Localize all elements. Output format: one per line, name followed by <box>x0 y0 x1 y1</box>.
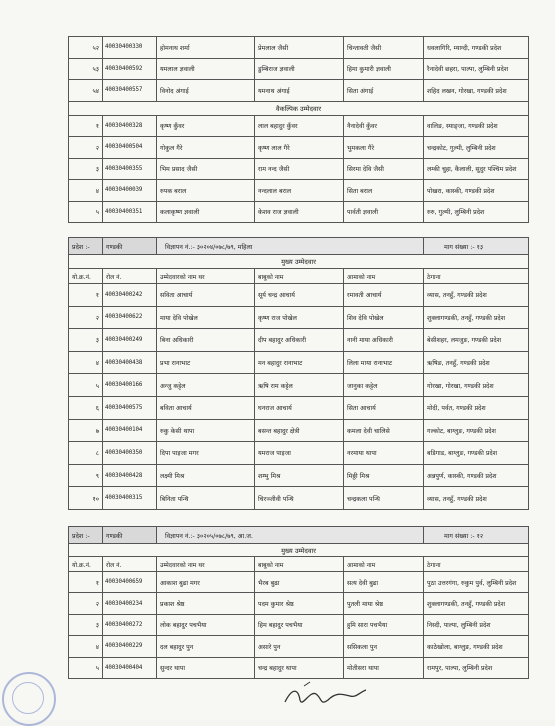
table-row <box>69 306 529 329</box>
father-name-cell: यमनाथ अंगाई <box>255 80 344 102</box>
candidate-name-cell: प्रकाश श्रेष्ठ <box>157 593 255 614</box>
candidate-name-cell: दल बहादुर पुन <box>157 636 255 657</box>
address-cell: मोदी, पर्वत, गण्डकी प्रदेश <box>424 396 529 419</box>
roll-number-cell: 40030400272 <box>103 614 157 635</box>
serial-number-cell: ५२ <box>69 37 103 59</box>
table-row <box>69 464 529 487</box>
roll-number-cell: 40030400557 <box>103 80 157 102</box>
col-header-address: ठेगाना <box>424 269 529 284</box>
roll-number-cell: 40030400315 <box>103 487 157 510</box>
alternate-candidates-heading: वैकल्पिक उम्मेदवार <box>69 101 529 115</box>
col-header-serial: यो.क्र.नं. <box>69 269 103 284</box>
address-cell: वालिङ, स्याङ्जा, गण्डकी प्रदेश <box>424 115 529 137</box>
col-header-father: बाबुको नाम <box>255 557 344 572</box>
mother-name-cell: नैनादेवी कुँवर <box>344 115 424 137</box>
father-name-cell: मन बहादुर रानाभाट <box>255 351 344 374</box>
candidate-name-cell: गोकुल गैरे <box>157 137 255 159</box>
roll-number-cell: 40030400350 <box>103 442 157 465</box>
province-label: प्रदेश :- <box>69 527 103 544</box>
table-row <box>69 396 529 419</box>
candidate-name-cell: माया देवि पोखेल <box>157 306 255 329</box>
roll-number-cell: 40030400438 <box>103 351 157 374</box>
roll-number-cell: 40030400404 <box>103 657 157 678</box>
roll-number-cell: 40030400659 <box>103 572 157 593</box>
mother-name-cell: मिठ्ठी मिश्र <box>344 464 424 487</box>
col-header-roll: रोल नं. <box>103 557 157 572</box>
father-name-cell: प्रेमलाल जैसी <box>255 37 344 59</box>
mother-name-cell: जानुका कट्टेल <box>344 374 424 397</box>
main-candidates-heading: मुख्य उम्मेदवार <box>69 544 529 557</box>
table-row <box>69 158 529 180</box>
mother-name-cell: कमला देवी चालिसे <box>344 419 424 442</box>
table-row <box>69 115 529 137</box>
serial-number-cell: ७ <box>69 419 103 442</box>
roll-number-cell: 40030400039 <box>103 180 157 202</box>
address-cell: काठेखोला, बाग्लुङ, गण्डकी प्रदेश <box>424 636 529 657</box>
roll-number-cell: 40030400622 <box>103 306 157 329</box>
roll-number-cell: 40030400234 <box>103 593 157 614</box>
address-cell: अन्नपुर्ण, कास्की, गण्डकी प्रदेश <box>424 464 529 487</box>
main-candidates-heading: मुख्य उम्मेदवार <box>69 255 529 269</box>
office-stamp-seal <box>2 672 56 726</box>
roll-number-cell: 40030400166 <box>103 374 157 397</box>
candidate-name-cell: दिपा पाइजा मगर <box>157 442 255 465</box>
father-name-cell: असारे पुन <box>255 636 344 657</box>
mother-name-cell: सिरमा देवि जैसी <box>344 158 424 180</box>
serial-number-cell: ३ <box>69 329 103 352</box>
serial-number-cell: ५ <box>69 657 103 678</box>
address-cell: गल्कोट, बाग्लुङ, गण्डकी प्रदेश <box>424 419 529 442</box>
serial-number-cell: ५४ <box>69 80 103 102</box>
roll-number-cell: 40030400504 <box>103 137 157 159</box>
table-row <box>69 593 529 614</box>
signature-mark <box>280 680 370 710</box>
table-continued-list <box>68 36 529 223</box>
table-row <box>69 636 529 657</box>
mother-name-cell: लिला माया रानाभाट <box>344 351 424 374</box>
table-indigenous-quota <box>68 526 529 679</box>
roll-number-cell: 40030400355 <box>103 158 157 180</box>
serial-number-cell: ५ <box>69 201 103 223</box>
serial-number-cell: ४ <box>69 351 103 374</box>
mother-name-cell: चन्द्रकला पन्थि <box>344 487 424 510</box>
col-header-mother: आमाको नाम <box>344 557 424 572</box>
serial-number-cell: २ <box>69 137 103 159</box>
candidate-name-cell: यमलाल ज्ञवाली <box>157 58 255 80</box>
address-cell: लम्की चुहा, कैलाली, सुदुर पश्चिम प्रदेश <box>424 158 529 180</box>
serial-number-cell: २ <box>69 593 103 614</box>
table-row <box>69 351 529 374</box>
demand-count: माग संख्या :- १३ <box>424 238 529 255</box>
candidate-name-cell: रुकु केसी थापा <box>157 419 255 442</box>
serial-number-cell: १ <box>69 115 103 137</box>
roll-number-cell: 40030400229 <box>103 636 157 657</box>
roll-number-cell: 40030400428 <box>103 464 157 487</box>
table-row <box>69 419 529 442</box>
father-name-cell: यमराज पाइजा <box>255 442 344 465</box>
serial-number-cell: ५ <box>69 374 103 397</box>
candidate-name-cell: बविता आचार्य <box>157 396 255 419</box>
father-name-cell: दीप बहादुर अधिकारी <box>255 329 344 352</box>
serial-number-cell: ६ <box>69 396 103 419</box>
father-name-cell: चिरञ्जीवी पन्थि <box>255 487 344 510</box>
father-name-cell: घनराज आचार्य <box>255 396 344 419</box>
roll-number-cell: 40030400575 <box>103 396 157 419</box>
col-header-name: उम्मेदवारको नाम थर <box>157 269 255 284</box>
table-row <box>69 657 529 678</box>
demand-count: माग संख्या :- १२ <box>424 527 529 544</box>
address-cell: निस्दी, पाल्पा, लुम्बिनी प्रदेश <box>424 614 529 635</box>
serial-number-cell: ४ <box>69 180 103 202</box>
address-cell: व्यास, तनहुँ, गण्डकी प्रदेश <box>424 284 529 307</box>
father-name-cell: सूर्य चन्द्र आचार्य <box>255 284 344 307</box>
father-name-cell: ऋषि राम कट्टेल <box>255 374 344 397</box>
father-name-cell: राम नन्द जैसी <box>255 158 344 180</box>
mother-name-cell: सिता आचार्य <box>344 396 424 419</box>
candidate-name-cell: लक्ष्मी मिश्र <box>157 464 255 487</box>
serial-number-cell: १ <box>69 572 103 593</box>
table-row <box>69 614 529 635</box>
address-cell: रैनादेवी छहरा, पाल्पा, लुम्बिनी प्रदेश <box>424 58 529 80</box>
address-cell: पोखरा, कास्की, गण्डकी प्रदेश <box>424 180 529 202</box>
col-header-father: बाबुको नाम <box>255 269 344 284</box>
mother-name-cell: हुमि सारा पचभैया <box>344 614 424 635</box>
address-cell: व्यास, तनहुँ, गण्डकी प्रदेश <box>424 487 529 510</box>
father-name-cell: कृष्ण लाल गैरे <box>255 137 344 159</box>
mother-name-cell: नरमाया थापा <box>344 442 424 465</box>
father-name-cell: कृष्ण राज पोखेल <box>255 306 344 329</box>
roll-number-cell: 40030400104 <box>103 419 157 442</box>
candidate-name-cell: बिनिता पन्थि <box>157 487 255 510</box>
roll-number-cell: 40030400351 <box>103 201 157 223</box>
table-row <box>69 201 529 223</box>
candidate-name-cell: बिना अधिकारी <box>157 329 255 352</box>
serial-number-cell: ९ <box>69 464 103 487</box>
address-cell: रामपुर, पाल्पा, लुम्बिनी प्रदेश <box>424 657 529 678</box>
table-row <box>69 572 529 593</box>
table-row <box>69 137 529 159</box>
address-cell: बडिगाड, बाग्लुङ, गण्डकी प्रदेश <box>424 442 529 465</box>
address-cell: शुक्लागण्डकी, तनहुँ, गण्डकी प्रदेश <box>424 306 529 329</box>
candidate-name-cell: सुन्दर थापा <box>157 657 255 678</box>
roll-number-cell: 40030400592 <box>103 58 157 80</box>
address-cell: शहिद लखन, गोरखा, गण्डकी प्रदेश <box>424 80 529 102</box>
father-name-cell: भैरब बुढा <box>255 572 344 593</box>
candidate-name-cell: कृष्ण कुँवर <box>157 115 255 137</box>
candidate-name-cell: कलाकृष्ण ज्ञवाली <box>157 201 255 223</box>
table-row <box>69 284 529 307</box>
candidate-name-cell: अन्जु कट्टेल <box>157 374 255 397</box>
advertisement-number: विज्ञापन नं.:- ३०२०४/०७८/७९, महिला <box>157 238 424 255</box>
mother-name-cell: नानी माया अधिकारी <box>344 329 424 352</box>
address-cell: ऋषिङ, तनहुँ, गण्डकी प्रदेश <box>424 351 529 374</box>
address-cell: शुक्लागण्डकी, तनहुँ, गण्डकी प्रदेश <box>424 593 529 614</box>
table-row <box>69 374 529 397</box>
roll-number-cell: 40030400249 <box>103 329 157 352</box>
mother-name-cell: सिता अंगाई <box>344 80 424 102</box>
mother-name-cell: शिव देवि पोखेल <box>344 306 424 329</box>
advertisement-number: विज्ञापन नं.:- ३०२०५/०७८/७९, आ.ज. <box>157 527 424 544</box>
table-row <box>69 180 529 202</box>
province-value: गण्डकी <box>103 238 157 255</box>
serial-number-cell: ४ <box>69 636 103 657</box>
address-cell: पुठा उत्तरगंगा, रुकुम पुर्व, लुम्बिनी प्रदेश <box>424 572 529 593</box>
mother-name-cell: ससिकला पुन <box>344 636 424 657</box>
serial-number-cell: १ <box>69 284 103 307</box>
table-row <box>69 442 529 465</box>
father-name-cell: नन्दलाल बराल <box>255 180 344 202</box>
father-name-cell: लाल बहादुर कुँवर <box>255 115 344 137</box>
father-name-cell: पदम कुमार श्रेष्ठ <box>255 593 344 614</box>
mother-name-cell: सत्य देवी बुढा <box>344 572 424 593</box>
mother-name-cell: रमावती आचार्य <box>344 284 424 307</box>
mother-name-cell: भुमकला गैरे <box>344 137 424 159</box>
mother-name-cell: सिता बराल <box>344 180 424 202</box>
mother-name-cell: चिन्तावती जैसी <box>344 37 424 59</box>
col-header-serial: यो.क्र.नं. <box>69 557 103 572</box>
candidate-name-cell: होमनाथ शर्मा <box>157 37 255 59</box>
table-row <box>69 58 529 80</box>
serial-number-cell: ५३ <box>69 58 103 80</box>
col-header-mother: आमाको नाम <box>344 269 424 284</box>
candidate-name-cell: लोक बहादुर पचभैया <box>157 614 255 635</box>
province-label: प्रदेश :- <box>69 238 103 255</box>
serial-number-cell: २ <box>69 306 103 329</box>
col-header-roll: रोल नं. <box>103 269 157 284</box>
candidate-name-cell: सविता आचार्य <box>157 284 255 307</box>
address-cell: गोरखा, गोरखा, गण्डकी प्रदेश <box>424 374 529 397</box>
mother-name-cell: हिमा कुमारी ज्ञवाली <box>344 58 424 80</box>
mother-name-cell: पार्वती ज्ञवाली <box>344 201 424 223</box>
serial-number-cell: ८ <box>69 442 103 465</box>
candidate-name-cell: विनोद अंगाई <box>157 80 255 102</box>
candidate-name-cell: प्रभा रानाभाट <box>157 351 255 374</box>
table-row <box>69 80 529 102</box>
candidate-name-cell: आकाश बुढा मगर <box>157 572 255 593</box>
father-name-cell: केशव राज ज्ञवाली <box>255 201 344 223</box>
father-name-cell: शम्भु मिश्र <box>255 464 344 487</box>
address-cell: बेसीशहर, लमजुङ, गण्डकी प्रदेश <box>424 329 529 352</box>
candidate-name-cell: भिम प्रसाद जैसी <box>157 158 255 180</box>
roll-number-cell: 40030400328 <box>103 115 157 137</box>
table-women-quota <box>68 237 529 510</box>
table-row <box>69 487 529 510</box>
father-name-cell: हिम बहादुर पचभैया <box>255 614 344 635</box>
father-name-cell: चन्द्र बहादुर थापा <box>255 657 344 678</box>
province-value: गण्डकी <box>103 527 157 544</box>
address-cell: धवलागिरि, म्याग्दी, गण्डकी प्रदेश <box>424 37 529 59</box>
serial-number-cell: ३ <box>69 614 103 635</box>
col-header-name: उम्मेदवारको नाम थर <box>157 557 255 572</box>
mother-name-cell: मोतीसरा थापा <box>344 657 424 678</box>
serial-number-cell: ३ <box>69 158 103 180</box>
address-cell: चन्द्रकोट, गुल्मी, लुम्बिनी प्रदेश <box>424 137 529 159</box>
mother-name-cell: पुतली माया श्रेष्ठ <box>344 593 424 614</box>
roll-number-cell: 40030400330 <box>103 37 157 59</box>
father-name-cell: डुम्बिराज ज्ञवाली <box>255 58 344 80</box>
address-cell: रुरु, गुल्मी, लुम्बिनी प्रदेश <box>424 201 529 223</box>
col-header-address: ठेगाना <box>424 557 529 572</box>
candidate-name-cell: रुपक बराल <box>157 180 255 202</box>
serial-number-cell: १० <box>69 487 103 510</box>
father-name-cell: बसन्त बहादुर क्षेत्री <box>255 419 344 442</box>
table-row <box>69 329 529 352</box>
table-row <box>69 37 529 59</box>
roll-number-cell: 40030400242 <box>103 284 157 307</box>
